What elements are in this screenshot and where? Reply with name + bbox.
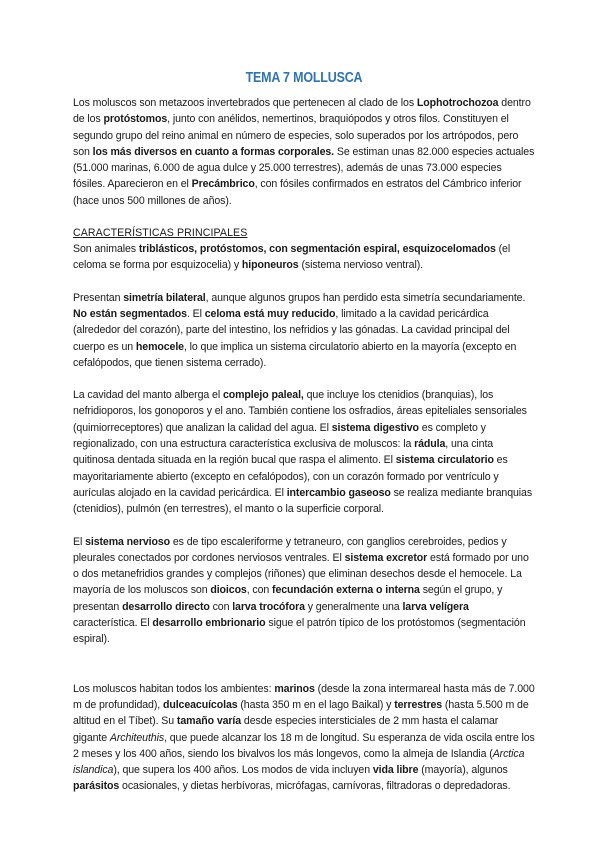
document-page [73, 70, 535, 795]
paragraph-symmetry: Presentan simetría bilateral, aunque algunos grupos han perdido esta simetría secundariamente. No están segmentados. El celoma está muy reducido, limitado a la cavidad pericárdica (alrededor del corazón), parte del intestino, los nefridios y las gónadas. La cavidad principal del cuerpo es un hemocele, lo que implica un sistema circulatorio abierto en la mayoría (excepto en cefalópodos, que tienen sistema cerrado). [73, 291, 526, 369]
intro-paragraph: Los moluscos son metazoos invertebrados que pertenecen al clado de los Lophotrochozoa dentro de los protóstomos, junto con anélidos, nemertinos, braquiópodos y otros filos. Constituyen el segundo grupo del reino animal en número de especies, solo superados por los artrópodos, pero son los más diversos en cuanto a formas corporales. Se estiman unas 82.000 especies actuales (51.000 marinas, 6.000 de agua dulce y 25.000 terrestres), además de unas 73.000 especies fósiles. Aparecieron en el Precámbrico, con fósiles confirmados en estratos del Cámbrico inferior (hace unos 500 millones de años). [73, 97, 535, 207]
paragraph-habitat: Los moluscos habitan todos los ambientes: marinos (desde la zona intermareal hasta más de 7.000 m de profundidad), dulceacuícolas (hasta 350 m en el lago Baikal) y terrestres (hasta 5.500 m de altitud en el Tíbet). Su tamaño varía desde especies intersticiales de 2 mm hasta el calamar gigante Architeuthis, que puede alcanzar los 18 m de longitud. Su esperanza de vida oscila entre los 2 meses y los 400 años, siendo los bivalvos los más longevos, como la almeja de Islandia (Arctica islandica), que supera los 400 años. Los modos de vida incluyen vida libre (mayoría), algunos parásitos ocasionales, y dietas herbívoras, micrófagas, carnívoras, filtradoras o depredadoras. [73, 682, 535, 793]
page-title: TEMA 7 MOLLUSCA [245, 70, 363, 86]
section-heading: CARACTERÍSTICAS PRINCIPALES [73, 227, 248, 240]
paragraph-nervous-system: El sistema nervioso es de tipo escaleriforme y tetraneuro, con ganglios cerebroides, pedios y pleurales conectados por cordones nerviosos ventrales. El sistema excretor está formado por uno o dos metanefridios grandes y complejos (riñones) que eliminan desechos desde el hemocele. La mayoría de los moluscos son dioicos, con fecundación externa o interna según el grupo, y presentan desarrollo directo con larva trocófora y generalmente una larva velígera característica. El desarrollo embrionario sigue el patrón típico de los protóstomos (segmentación espiral). [73, 535, 529, 646]
paragraph-classification: Son animales triblásticos, protóstomos, con segmentación espiral, esquizocelomados (el celoma se forma por esquizocelia) y hiponeuros (sistema nervioso ventral). [73, 243, 511, 272]
paragraph-mantle-cavity: La cavidad del manto alberga el complejo paleal, que incluye los ctenidios (branquias), los nefridioporos, los gonoporos y el ano. También contiene los osfradios, áreas epiteliales sensoriales (quimiorreceptores) que analizan la calidad del agua. El sistema digestivo es completo y regionalizado, con una estructura característica exclusiva de moluscos: la rádula, una cinta quitinosa dentada situada en la región bucal que raspa el alimento. El sistema circulatorio es mayoritariamente abierto (excepto en cefalópodos), con un corazón formado por ventrículo y aurículas alojado en la cavidad pericárdica. El intercambio gaseoso se realiza mediante branquias (ctenidios), pulmón (en terrestres), el manto o la superficie corporal. [73, 389, 533, 516]
